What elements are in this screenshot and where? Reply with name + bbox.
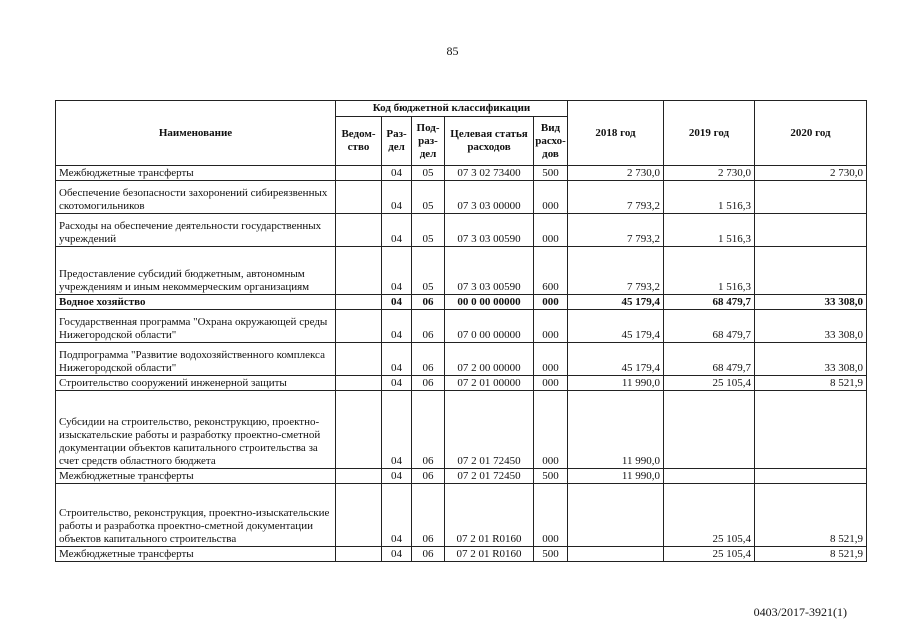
cell-name: Обеспечение безопасности захоронений сибиреязвенных скотомогильников bbox=[56, 181, 336, 214]
table-row bbox=[56, 484, 867, 547]
cell-name: Предоставление субсидий бюджетным, автономным учреждениям и иным некоммерческим организациям bbox=[56, 247, 336, 295]
cell-y2020: 8 521,9 bbox=[755, 484, 867, 547]
header-2019: 2019 год bbox=[664, 101, 755, 166]
cell-podrazdel: 05 bbox=[412, 247, 445, 295]
table-body bbox=[56, 166, 867, 562]
cell-tselevaya: 07 2 01 72450 bbox=[445, 469, 534, 484]
cell-razdel: 04 bbox=[382, 181, 412, 214]
cell-y2018: 45 179,4 bbox=[568, 343, 664, 376]
cell-tselevaya: 07 3 03 00590 bbox=[445, 214, 534, 247]
cell-razdel: 04 bbox=[382, 247, 412, 295]
table-row bbox=[56, 547, 867, 562]
cell-razdel: 04 bbox=[382, 547, 412, 562]
cell-vid: 000 bbox=[534, 295, 568, 310]
cell-y2019: 2 730,0 bbox=[664, 166, 755, 181]
cell-vedomstvo bbox=[336, 295, 382, 310]
cell-y2020: 33 308,0 bbox=[755, 295, 867, 310]
cell-name: Субсидии на строительство, реконструкцию, проектно-изыскательские работы и разработку проектно-сметной документации объектов капитального строительства за счет средств областного бюджета bbox=[56, 391, 336, 469]
cell-y2020 bbox=[755, 181, 867, 214]
cell-tselevaya: 07 3 03 00000 bbox=[445, 181, 534, 214]
table-row bbox=[56, 469, 867, 484]
cell-razdel: 04 bbox=[382, 484, 412, 547]
cell-y2018: 11 990,0 bbox=[568, 391, 664, 469]
cell-name: Межбюджетные трансферты bbox=[56, 469, 336, 484]
cell-y2019: 68 479,7 bbox=[664, 343, 755, 376]
cell-podrazdel: 05 bbox=[412, 166, 445, 181]
cell-name: Подпрограмма "Развитие водохозяйственного комплекса Нижегородской области" bbox=[56, 343, 336, 376]
cell-vid: 000 bbox=[534, 343, 568, 376]
cell-vid: 000 bbox=[534, 376, 568, 391]
cell-vid: 000 bbox=[534, 181, 568, 214]
table-header bbox=[56, 101, 867, 166]
table-row bbox=[56, 166, 867, 181]
document-code: 0403/2017-3921(1) bbox=[753, 605, 847, 619]
cell-podrazdel: 05 bbox=[412, 181, 445, 214]
table-row bbox=[56, 343, 867, 376]
budget-table bbox=[55, 100, 867, 562]
cell-razdel: 04 bbox=[382, 295, 412, 310]
table-row bbox=[56, 247, 867, 295]
header-2020: 2020 год bbox=[755, 101, 867, 166]
cell-y2020 bbox=[755, 469, 867, 484]
cell-razdel: 04 bbox=[382, 469, 412, 484]
cell-y2018: 7 793,2 bbox=[568, 247, 664, 295]
cell-name: Водное хозяйство bbox=[56, 295, 336, 310]
cell-vedomstvo bbox=[336, 376, 382, 391]
cell-y2019: 1 516,3 bbox=[664, 214, 755, 247]
cell-vedomstvo bbox=[336, 547, 382, 562]
cell-podrazdel: 05 bbox=[412, 214, 445, 247]
cell-vedomstvo bbox=[336, 247, 382, 295]
cell-y2018: 45 179,4 bbox=[568, 310, 664, 343]
cell-name: Государственная программа "Охрана окружающей среды Нижегородской области" bbox=[56, 310, 336, 343]
header-podrazdel: Под-раз-дел bbox=[412, 117, 445, 166]
cell-vid: 000 bbox=[534, 214, 568, 247]
cell-podrazdel: 06 bbox=[412, 469, 445, 484]
cell-tselevaya: 07 2 00 00000 bbox=[445, 343, 534, 376]
cell-vid: 000 bbox=[534, 391, 568, 469]
cell-y2020: 8 521,9 bbox=[755, 547, 867, 562]
cell-name: Межбюджетные трансферты bbox=[56, 166, 336, 181]
cell-y2020: 33 308,0 bbox=[755, 310, 867, 343]
cell-razdel: 04 bbox=[382, 214, 412, 247]
cell-y2018: 11 990,0 bbox=[568, 469, 664, 484]
cell-vedomstvo bbox=[336, 181, 382, 214]
cell-y2020 bbox=[755, 214, 867, 247]
cell-podrazdel: 06 bbox=[412, 391, 445, 469]
cell-vid: 000 bbox=[534, 484, 568, 547]
cell-tselevaya: 07 0 00 00000 bbox=[445, 310, 534, 343]
cell-y2019 bbox=[664, 469, 755, 484]
cell-vid: 500 bbox=[534, 469, 568, 484]
cell-vedomstvo bbox=[336, 166, 382, 181]
cell-y2018: 7 793,2 bbox=[568, 181, 664, 214]
cell-tselevaya: 07 3 03 00590 bbox=[445, 247, 534, 295]
cell-y2018: 2 730,0 bbox=[568, 166, 664, 181]
page-number: 85 bbox=[446, 44, 459, 58]
cell-vedomstvo bbox=[336, 484, 382, 547]
cell-name: Строительство сооружений инженерной защиты bbox=[56, 376, 336, 391]
cell-podrazdel: 06 bbox=[412, 295, 445, 310]
table-row bbox=[56, 376, 867, 391]
cell-vedomstvo bbox=[336, 391, 382, 469]
cell-y2018: 11 990,0 bbox=[568, 376, 664, 391]
cell-y2020: 33 308,0 bbox=[755, 343, 867, 376]
cell-y2019: 68 479,7 bbox=[664, 310, 755, 343]
cell-y2020 bbox=[755, 391, 867, 469]
cell-y2019: 1 516,3 bbox=[664, 247, 755, 295]
table-row bbox=[56, 181, 867, 214]
header-code-group: Код бюджетной классификации bbox=[336, 101, 568, 117]
table-row bbox=[56, 391, 867, 469]
cell-y2018 bbox=[568, 547, 664, 562]
cell-podrazdel: 06 bbox=[412, 484, 445, 547]
cell-name: Строительство, реконструкция, проектно-изыскательские работы и разработка проектно-сметной документации объектов капитального строительства bbox=[56, 484, 336, 547]
cell-y2019: 68 479,7 bbox=[664, 295, 755, 310]
header-vid: Вид расхо-дов bbox=[534, 117, 568, 166]
cell-tselevaya: 07 3 02 73400 bbox=[445, 166, 534, 181]
cell-y2020: 2 730,0 bbox=[755, 166, 867, 181]
cell-razdel: 04 bbox=[382, 376, 412, 391]
cell-vedomstvo bbox=[336, 343, 382, 376]
header-razdel: Раз-дел bbox=[382, 117, 412, 166]
table-row bbox=[56, 310, 867, 343]
cell-tselevaya: 07 2 01 R0160 bbox=[445, 547, 534, 562]
header-2018: 2018 год bbox=[568, 101, 664, 166]
cell-y2018: 45 179,4 bbox=[568, 295, 664, 310]
cell-y2019: 25 105,4 bbox=[664, 547, 755, 562]
cell-tselevaya: 07 2 01 R0160 bbox=[445, 484, 534, 547]
header-name: Наименование bbox=[56, 101, 336, 166]
cell-vedomstvo bbox=[336, 310, 382, 343]
cell-podrazdel: 06 bbox=[412, 547, 445, 562]
cell-name: Межбюджетные трансферты bbox=[56, 547, 336, 562]
cell-y2018: 7 793,2 bbox=[568, 214, 664, 247]
header-vedomstvo: Ведом-ство bbox=[336, 117, 382, 166]
cell-y2019: 25 105,4 bbox=[664, 376, 755, 391]
cell-tselevaya: 07 2 01 00000 bbox=[445, 376, 534, 391]
cell-vid: 000 bbox=[534, 310, 568, 343]
table-row bbox=[56, 214, 867, 247]
cell-vid: 600 bbox=[534, 247, 568, 295]
cell-y2018 bbox=[568, 484, 664, 547]
cell-vid: 500 bbox=[534, 166, 568, 181]
cell-razdel: 04 bbox=[382, 310, 412, 343]
cell-tselevaya: 00 0 00 00000 bbox=[445, 295, 534, 310]
cell-y2019: 25 105,4 bbox=[664, 484, 755, 547]
cell-y2019: 1 516,3 bbox=[664, 181, 755, 214]
cell-vedomstvo bbox=[336, 214, 382, 247]
cell-razdel: 04 bbox=[382, 391, 412, 469]
cell-podrazdel: 06 bbox=[412, 376, 445, 391]
header-tselevaya: Целевая статья расходов bbox=[445, 117, 534, 166]
cell-tselevaya: 07 2 01 72450 bbox=[445, 391, 534, 469]
cell-y2020: 8 521,9 bbox=[755, 376, 867, 391]
cell-name: Расходы на обеспечение деятельности государственных учреждений bbox=[56, 214, 336, 247]
cell-y2020 bbox=[755, 247, 867, 295]
cell-vid: 500 bbox=[534, 547, 568, 562]
cell-razdel: 04 bbox=[382, 166, 412, 181]
cell-razdel: 04 bbox=[382, 343, 412, 376]
cell-podrazdel: 06 bbox=[412, 343, 445, 376]
table-row bbox=[56, 295, 867, 310]
cell-y2019 bbox=[664, 391, 755, 469]
cell-vedomstvo bbox=[336, 469, 382, 484]
cell-podrazdel: 06 bbox=[412, 310, 445, 343]
